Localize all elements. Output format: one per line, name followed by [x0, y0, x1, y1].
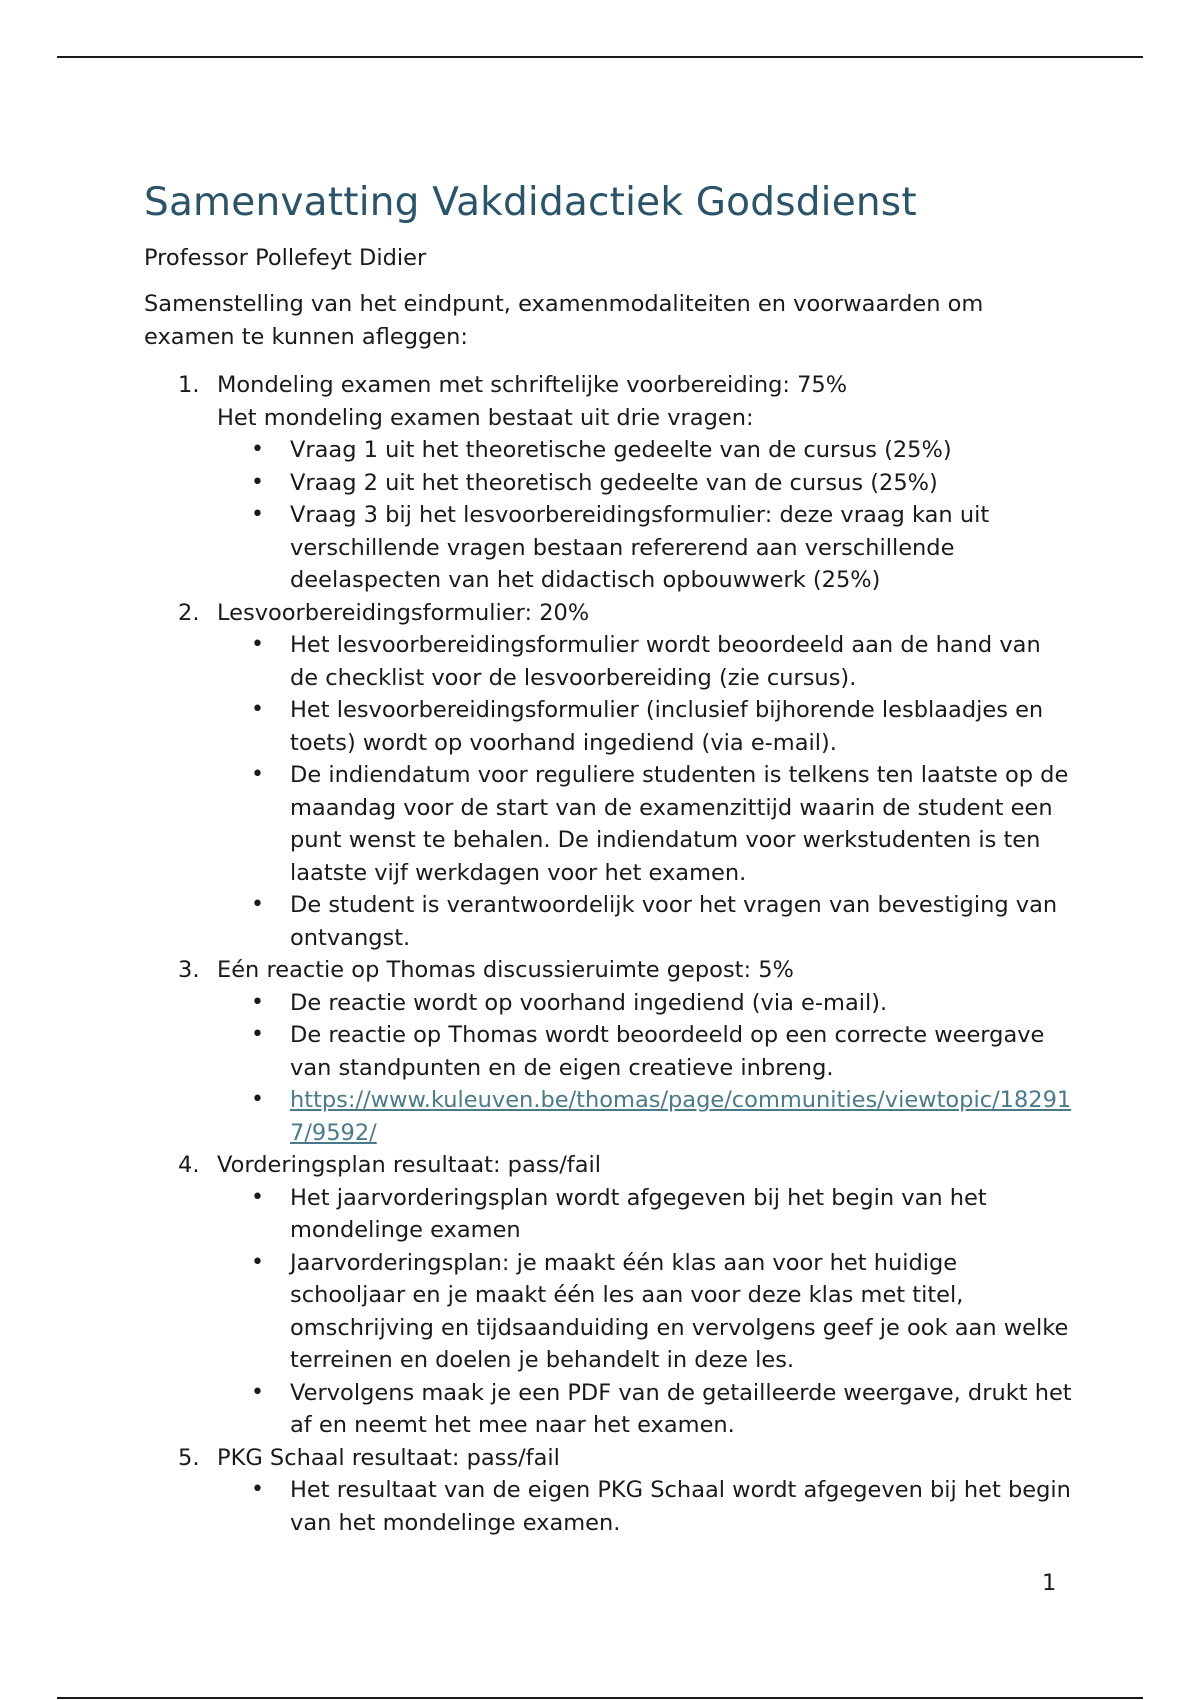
document-title: Samenvatting Vakdidactiek Godsdienst: [144, 180, 917, 225]
bullet-item: • De reactie wordt op voorhand ingediend (via e-mail).: [217, 987, 1074, 1020]
thomas-discussion-link[interactable]: https://www.kuleuven.be/thomas/page/communities/viewtopic/182917/9592/: [290, 1087, 1072, 1146]
bullet-item: • Het lesvoorbereidingsformulier (inclusief bijhorende lesblaadjes en toets) wordt op voorhand ingediend (via e-mail).: [217, 694, 1074, 759]
bullet-item: • De reactie op Thomas wordt beoordeeld op een correcte weergave van standpunten en de eigen creatieve inbreng.: [217, 1019, 1074, 1084]
bullet-icon: •: [251, 632, 264, 657]
header-rule: [57, 56, 1143, 58]
item-heading: Lesvoorbereidingsformulier: 20%: [217, 599, 590, 626]
item-number: 4.: [178, 1152, 200, 1178]
bullet-icon: •: [251, 1087, 264, 1112]
bullet-list: [217, 987, 1074, 1150]
bullet-item: • Vraag 2 uit het theoretisch gedeelte van de cursus (25%): [217, 467, 1074, 500]
item-number: 3.: [178, 957, 200, 983]
bullet-list: [217, 434, 1074, 597]
bullet-item: • Het resultaat van de eigen PKG Schaal wordt afgegeven bij het begin van het mondelinge examen.: [217, 1474, 1074, 1539]
bullet-icon: •: [251, 1477, 264, 1502]
bullet-icon: •: [251, 697, 264, 722]
bullet-item: • Vraag 1 uit het theoretische gedeelte van de cursus (25%): [217, 434, 1074, 467]
item-heading: Vorderingsplan resultaat: pass/fail: [217, 1152, 601, 1178]
bullet-item: • Het jaarvorderingsplan wordt afgegeven bij het begin van het mondelinge examen: [217, 1182, 1074, 1247]
footer-rule: [57, 1697, 1143, 1699]
bullet-item: • Vraag 3 bij het lesvoorbereidingsformulier: deze vraag kan uit verschillende vragen bestaan refererend aan verschillende deelaspecten van het didactisch opbouwwerk (25%): [217, 499, 1074, 597]
bullet-list: [217, 1182, 1074, 1442]
bullet-item: • Jaarvorderingsplan: je maakt één klas aan voor het huidige schooljaar en je maakt één les aan voor deze klas met titel, omschrijving en tijdsaanduiding en vervolgens geef je ook aan welke terreinen en doelen je behandelt in deze les.: [217, 1247, 1074, 1377]
page-number: 1: [1042, 1570, 1057, 1596]
bullet-list: [217, 1474, 1074, 1539]
item-heading: PKG Schaal resultaat: pass/fail: [217, 1444, 560, 1471]
bullet-icon: •: [251, 892, 264, 917]
bullet-icon: •: [251, 762, 264, 787]
list-item: [144, 1149, 1074, 1442]
bullet-item: [217, 1084, 1074, 1149]
bullet-item: • De indiendatum voor reguliere studenten is telkens ten laatste op de maandag voor de start van de examenzittijd waarin de student een punt wenst te behalen. De indiendatum voor werkstudenten is ten laatste vijf werkdagen voor het examen.: [217, 759, 1074, 889]
bullet-icon: •: [251, 1379, 264, 1405]
list-item: [144, 369, 1074, 597]
bullet-list: [217, 629, 1074, 954]
bullet-icon: •: [251, 1022, 264, 1047]
document-subtitle: Professor Pollefeyt Didier: [144, 245, 427, 271]
bullet-item: • Het lesvoorbereidingsformulier wordt beoordeeld aan de hand van de checklist voor de lesvoorbereiding (zie cursus).: [217, 629, 1074, 694]
bullet-icon: •: [251, 1184, 264, 1210]
item-number: 5.: [178, 1444, 200, 1471]
bullet-item: • Vervolgens maak je een PDF van de getailleerde weergave, drukt het af en neemt het mee naar het examen.: [217, 1377, 1074, 1442]
bullet-item: • De student is verantwoordelijk voor het vragen van bevestiging van ontvangst.: [217, 889, 1074, 954]
item-note: Het mondeling examen bestaat uit drie vragen:: [217, 404, 754, 431]
item-heading: Eén reactie op Thomas discussieruimte gepost: 5%: [217, 957, 794, 983]
bullet-icon: •: [251, 1249, 264, 1275]
bullet-icon: •: [251, 469, 264, 495]
item-heading: Mondeling examen met schriftelijke voorbereiding: 75%: [217, 372, 848, 398]
document-body: [144, 176, 1074, 1539]
list-item: [144, 954, 1074, 1149]
item-number: 2.: [178, 599, 200, 626]
intro-paragraph: Samenstelling van het eindpunt, examenmodaliteiten en voorwaarden om examen te kunnen afleggen:: [144, 291, 984, 350]
item-number: 1.: [178, 372, 200, 398]
exam-components-list: [144, 369, 1074, 1539]
bullet-icon: •: [251, 502, 264, 527]
bullet-icon: •: [251, 989, 264, 1015]
list-item: [144, 597, 1074, 955]
bullet-icon: •: [251, 437, 264, 462]
list-item: [144, 1442, 1074, 1540]
